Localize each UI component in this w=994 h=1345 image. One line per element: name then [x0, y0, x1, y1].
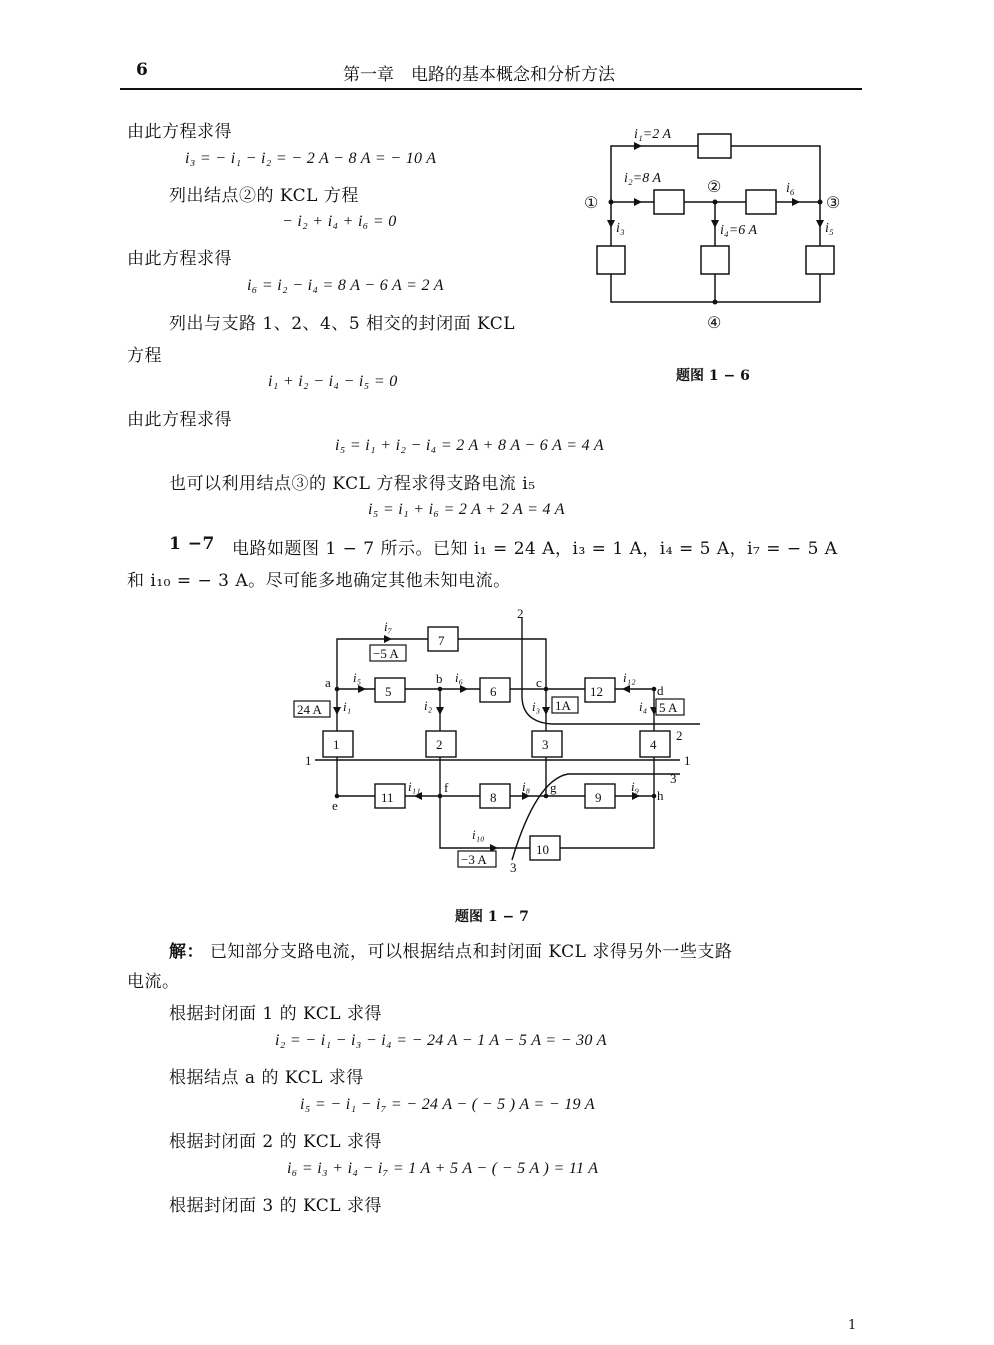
equation: i₅ = i₁ + i₆ = 2 A + 2 A = 4 A: [368, 501, 565, 518]
node-b: b: [436, 671, 443, 686]
label-i9: i₉: [631, 779, 640, 794]
text-line: 列出与支路 1、2、4、5 相交的封闭面 KCL: [169, 314, 516, 334]
equation: i₃ = − i₁ − i₂ = − 2 A − 8 A = − 10 A: [185, 150, 437, 167]
figure-1-6: [578, 118, 858, 340]
box-2: 2: [436, 737, 443, 752]
box-6: 6: [490, 684, 497, 699]
problem-number: 1 −7: [169, 534, 215, 554]
node-e: e: [332, 798, 338, 813]
box-10: 10: [536, 842, 549, 857]
box-12: 12: [590, 684, 603, 699]
surface-3-right: 3: [670, 771, 677, 786]
label-i3: i₃: [532, 699, 541, 714]
solution-text: 电流。: [127, 972, 180, 992]
label-i1: i₁=2 A: [634, 127, 672, 142]
given-i1: 24 A: [297, 702, 322, 717]
equation: i₆ = i₃ + i₄ − i₇ = 1 A + 5 A − ( − 5 A ) = 11 A: [287, 1160, 599, 1177]
label-i1: i₁: [343, 699, 352, 714]
text-line: 由此方程求得: [127, 249, 232, 269]
page-number: 6: [136, 60, 148, 80]
label-i3: i₃: [616, 221, 625, 236]
label-i4: i₄: [639, 699, 648, 714]
node-g: g: [550, 780, 557, 795]
text-line: 由此方程求得: [127, 410, 232, 430]
text-line: 根据结点 a 的 KCL 求得: [169, 1068, 364, 1088]
node-f: f: [444, 780, 449, 795]
given-i7: −5 A: [373, 646, 399, 661]
node-3: ③: [826, 195, 841, 212]
text-line: 由此方程求得: [127, 122, 232, 142]
text-line: 根据封闭面 3 的 KCL 求得: [169, 1196, 382, 1216]
given-i10: −3 A: [461, 852, 487, 867]
label-i10: i₁₀: [472, 827, 485, 842]
figure-1-7: [297, 606, 710, 878]
label-i6: i₆: [455, 670, 464, 685]
equation: i₆ = i₂ − i₄ = 8 A − 6 A = 2 A: [247, 277, 444, 294]
label-i4: i₄=6 A: [720, 223, 758, 238]
label-i2: i₂=8 A: [624, 171, 662, 186]
label-i8: i₈: [522, 779, 531, 794]
label-i11: i₁₁: [408, 779, 421, 794]
node-4: ④: [707, 315, 722, 332]
given-i3: 1A: [555, 698, 571, 713]
box-7: 7: [438, 633, 445, 648]
figure-1-7-caption: 题图 1 − 7: [455, 909, 529, 925]
solution-label: 解：: [169, 942, 204, 962]
problem-text: 和 i₁₀ = − 3 A。尽可能多地确定其他未知电流。: [127, 571, 511, 591]
text-line: 列出结点②的 KCL 方程: [169, 186, 359, 206]
label-i12: i₁₂: [623, 670, 636, 685]
node-c: c: [536, 675, 542, 690]
figure-1-6-caption: 题图 1 − 6: [676, 368, 750, 384]
label-i2: i₂: [424, 698, 433, 713]
equation: − i₂ + i₄ + i₆ = 0: [282, 213, 397, 230]
box-3: 3: [542, 737, 549, 752]
box-4: 4: [650, 737, 657, 752]
node-1: ①: [584, 195, 599, 212]
surface-2-top: 2: [517, 606, 524, 621]
surface-2-right: 2: [676, 728, 683, 743]
surface-1-left: 1: [305, 753, 312, 768]
label-i6: i₆: [786, 181, 795, 196]
equation: i₂ = − i₁ − i₃ − i₄ = − 24 A − 1 A − 5 A = − 30 A: [275, 1032, 607, 1049]
text-line: 也可以利用结点③的 KCL 方程求得支路电流 i₅: [169, 474, 536, 494]
equation: i₁ + i₂ − i₄ − i₅ = 0: [268, 373, 398, 390]
label-i5: i₅: [353, 670, 362, 685]
node-2: ②: [707, 179, 722, 196]
box-9: 9: [595, 790, 602, 805]
header-rule: [120, 88, 862, 90]
chapter-title: 第一章 电路的基本概念和分析方法: [343, 65, 615, 85]
node-d: d: [657, 683, 664, 698]
node-a: a: [325, 675, 331, 690]
box-8: 8: [490, 790, 497, 805]
box-1: 1: [333, 737, 340, 752]
equation: i₅ = i₁ + i₂ − i₄ = 2 A + 8 A − 6 A = 4 A: [335, 437, 604, 454]
problem-text: 电路如题图 1 − 7 所示。已知 i₁ = 24 A，i₃ = 1 A，i₄ = 5 A，i₇ = − 5 A: [232, 539, 838, 559]
label-i7: i₇: [384, 619, 393, 634]
surface-1-right: 1: [684, 753, 691, 768]
box-11: 11: [381, 790, 394, 805]
node-h: h: [657, 788, 664, 803]
label-i5: i₅: [825, 221, 834, 236]
text-line: 根据封闭面 2 的 KCL 求得: [169, 1132, 382, 1152]
box-5: 5: [385, 684, 392, 699]
equation: i₅ = − i₁ − i₇ = − 24 A − ( − 5 ) A = − 19 A: [300, 1096, 595, 1113]
text-line: 方程: [127, 346, 162, 366]
given-i4: 5 A: [659, 700, 678, 715]
text-line: 根据封闭面 1 的 KCL 求得: [169, 1004, 382, 1024]
surface-3-bottom: 3: [510, 860, 517, 875]
solution-text: 已知部分支路电流，可以根据结点和封闭面 KCL 求得另外一些支路: [210, 942, 733, 962]
footer-mark: 1: [848, 1318, 857, 1333]
